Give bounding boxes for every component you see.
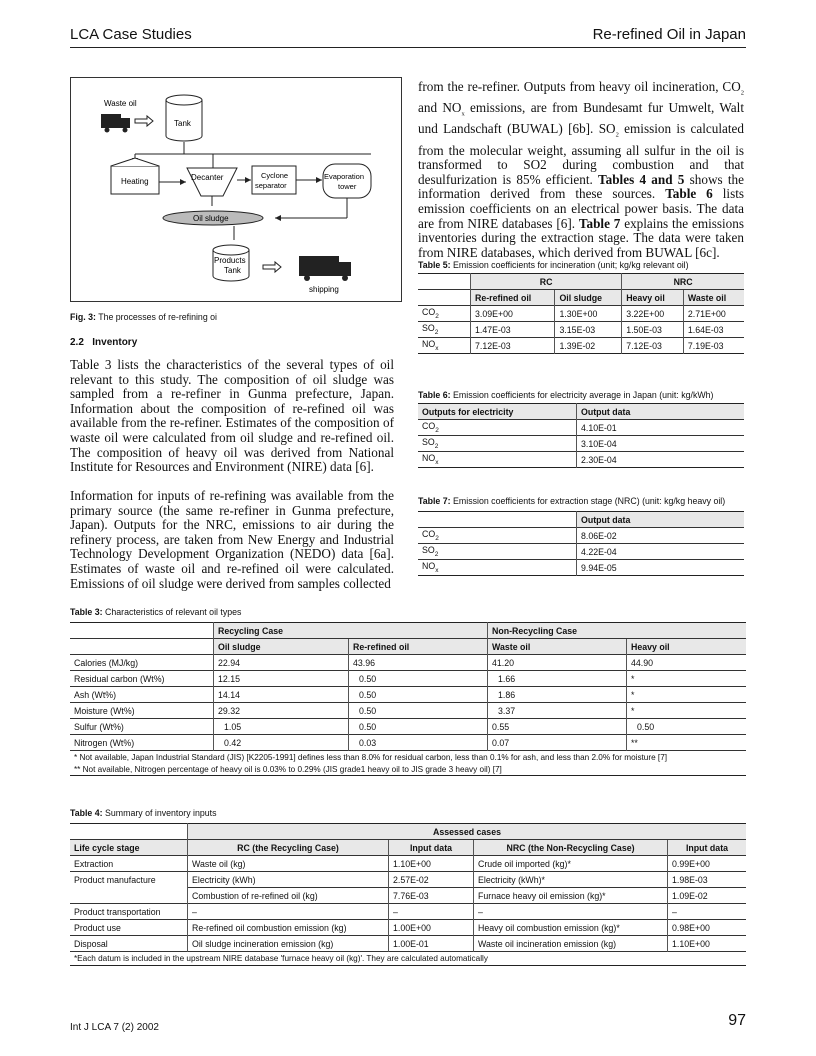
table-row: Calories (MJ/kg) 22.94 43.96 41.20 44.90 — [70, 655, 746, 671]
table-row: $CO_2$ 8.06E-02 — [418, 528, 744, 544]
evaporation-label-2: tower — [338, 182, 357, 191]
table-row: Extraction Waste oil (kg) 1.10E+00 Crude oil imported (kg)* 0.99E+00 — [70, 856, 746, 872]
table-row: Product manufacture Electricity (kWh) 2.57E-02 Electricity (kWh)* 1.98E-03 — [70, 872, 746, 888]
table6-caption: Table 6: Emission coefficients for electricity average in Japan (unit: kg/kWh) — [418, 390, 714, 400]
table3-caption: Table 3: Characteristics of relevant oil types — [70, 607, 242, 617]
decanter-label: Decanter — [191, 173, 224, 182]
table-row: $NO_x$ 2.30E-04 — [418, 452, 744, 468]
process-figure — [70, 77, 402, 302]
products-label-2: Tank — [224, 266, 241, 275]
table-row: Disposal Oil sludge incineration emission (kg) 1.00E-01 Waste oil incineration emission (kg) 1.10E+00 — [70, 936, 746, 952]
table-row: $CO_2$ 4.10E-01 — [418, 420, 744, 436]
cyclone-label-1: Cyclone — [261, 171, 289, 180]
journal-footer: Int J LCA 7 (2) 2002 — [70, 1022, 159, 1033]
table6-col-header: Outputs for electricity — [418, 404, 577, 420]
table-row: $SO_2$ 3.10E-04 — [418, 436, 744, 452]
table-row: $SO_2$ 1.47E-03 3.15E-03 1.50E-03 1.64E-03 — [418, 322, 744, 338]
table4-note: *Each datum is included in the upstream NIRE database 'furnace heavy oil (kg)'. They are calculated automatically — [70, 952, 746, 966]
table4 — [70, 823, 746, 966]
section-heading: 2.2 Inventory — [70, 337, 138, 348]
process-diagram — [71, 78, 401, 301]
table5-col-header: Waste oil — [683, 290, 744, 306]
table4-col-header: Input data — [668, 840, 747, 856]
table-row: Nitrogen (Wt%) 0.42 0.03 0.07 ** — [70, 735, 746, 751]
arrow-right-icon — [135, 116, 153, 126]
table-row: Residual carbon (Wt%) 12.15 0.50 1.66 * — [70, 671, 746, 687]
table3 — [70, 622, 746, 776]
shipping-truck-icon — [299, 256, 351, 281]
heating-label: Heating — [121, 177, 149, 186]
table6-col-header: Output data — [577, 404, 745, 420]
table-row: $NO_x$ 9.94E-05 — [418, 560, 744, 576]
table3-col-header: Heavy oil — [627, 639, 747, 655]
table3-note: * Not available, Japan Industrial Standard (JIS) [K2205-1991] defines less than 8.0% for residual carbon, less than 0.1% for ash, and less than 2.0% for moisture [7] — [70, 751, 746, 764]
running-header-right: Re-refined Oil in Japan — [592, 26, 746, 43]
table4-col-header: Life cycle stage — [70, 840, 188, 856]
heating-shape — [111, 158, 159, 194]
table3-note: ** Not available, Nitrogen percentage of heavy oil is 0.03% to 0.29% (JIS grade1 heavy oil to JIS grade 3 heavy oil) [7] — [74, 764, 502, 774]
table-row: $NO_x$ 7.12E-03 1.39E-02 7.12E-03 7.19E-03 — [418, 338, 744, 354]
evaporation-tower-shape — [323, 164, 371, 198]
products-label-1: Products — [214, 256, 246, 265]
table3-col-header: Re-refined oil — [349, 639, 488, 655]
oil-sludge-label: Oil sludge — [193, 214, 229, 223]
waste-oil-label: Waste oil — [104, 99, 137, 108]
figure-caption: Fig. 3: The processes of re-refining oi — [70, 312, 218, 322]
table6 — [418, 403, 744, 468]
table-row: Product transportation – – – – — [70, 904, 746, 920]
table-row: Product use Re-refined oil combustion emission (kg) 1.00E+00 Heavy oil combustion emission (kg)* 0.98E+00 — [70, 920, 746, 936]
paragraph: from the re-refiner. Outputs from heavy oil incineration, $CO_2$ and $NO_x$ emissions, are from Bundesamt fur Umwelt, Walt und Landschaft (BUWAL) [6b]. $SO_2$ emission is calculated from the molecular weight, assuming all sulfur in the oil is transformed to SO2 during combustion and that desulfurization is 85% efficient. Tables 4 and 5 shows the information derived from these sources. Table 6 lists emission coefficients on an electrical power basis. The data are from NIRE databases [6]. Table 7 explains the emissions inventories during the extraction stage. The data were taken from NIRE databases, which derived from BUWAL [6c]. — [418, 79, 744, 260]
table4-col-header: RC (the Recycling Case) — [188, 840, 389, 856]
table-row: Ash (Wt%) 14.14 0.50 1.86 * — [70, 687, 746, 703]
table5-col-header: Re-refined oil — [471, 290, 555, 306]
table-row: Sulfur (Wt%) 1.05 0.50 0.55 0.50 — [70, 719, 746, 735]
shipping-label: shipping — [309, 285, 339, 294]
paragraph: Information for inputs of re-refining was available from the primary source (the same re-refiner in Gunma prefecture, Japan). Outputs for the NRC, emissions to air during the refinery process, are taken from New Energy and Industrial Technology Development Organization (NEDO) data [6a]. Estimates of waste oil and re-refined oil were calculated. Emissions of oil sludge were derived from samples collected — [70, 488, 394, 591]
paragraph: Table 3 lists the characteristics of the several types of oil relevant to this study. The composition of oil sludge was sampled from a re-refiner in Gunma prefecture, Japan. Information about the composition of re-refined oil was available from the re-refiner. Estimates of the composition of waste oil were calculated from oil sludge and re-refined oil. The composition of heavy oil was derived from National Institute for Resources and Environment (NIRE) data [6]. — [70, 357, 394, 475]
header-rule — [70, 47, 746, 48]
table4-caption: Table 4: Summary of inventory inputs — [70, 808, 217, 818]
tank-label: Tank — [174, 119, 191, 128]
table4-group: Assessed cases — [188, 824, 747, 840]
table5-caption: Table 5: Emission coefficients for incineration (unit; kg/kg relevant oil) — [418, 260, 689, 270]
table-row: $CO_2$ 3.09E+00 1.30E+00 3.22E+00 2.71E+00 — [418, 306, 744, 322]
table4-col-header: Input data — [389, 840, 474, 856]
tank-shape — [166, 95, 202, 141]
table3-col-header: Oil sludge — [214, 639, 349, 655]
table5-col-header: Oil sludge — [555, 290, 622, 306]
table-row: Moisture (Wt%) 29.32 0.50 3.37 * — [70, 703, 746, 719]
running-header-left: LCA Case Studies — [70, 26, 192, 43]
evaporation-label-1: Evaporation — [324, 172, 365, 181]
table5-group-nrc: NRC — [622, 274, 744, 290]
table3-group-nrc: Non-Recycling Case — [488, 623, 747, 639]
table4-col-header: NRC (the Non-Recycling Case) — [474, 840, 668, 856]
page-number: 97 — [728, 1012, 746, 1029]
table5 — [418, 273, 744, 354]
table7 — [418, 511, 744, 576]
arrow-right-icon — [263, 262, 281, 272]
table7-col-header: Output data — [577, 512, 745, 528]
table3-group-rc: Recycling Case — [214, 623, 488, 639]
waste-truck-icon — [101, 114, 130, 133]
table7-caption: Table 7: Emission coefficients for extraction stage (NRC) (unit: kg/kg heavy oil) — [418, 496, 726, 506]
table-row: $SO_2$ 4.22E-04 — [418, 544, 744, 560]
cyclone-label-2: separator — [255, 181, 287, 190]
table3-col-header: Waste oil — [488, 639, 627, 655]
table-row: Combustion of re-refined oil (kg) 7.76E-03 Furnace heavy oil emission (kg)* 1.09E-02 — [70, 888, 746, 904]
table5-group-rc: RC — [471, 274, 622, 290]
table5-col-header: Heavy oil — [622, 290, 684, 306]
